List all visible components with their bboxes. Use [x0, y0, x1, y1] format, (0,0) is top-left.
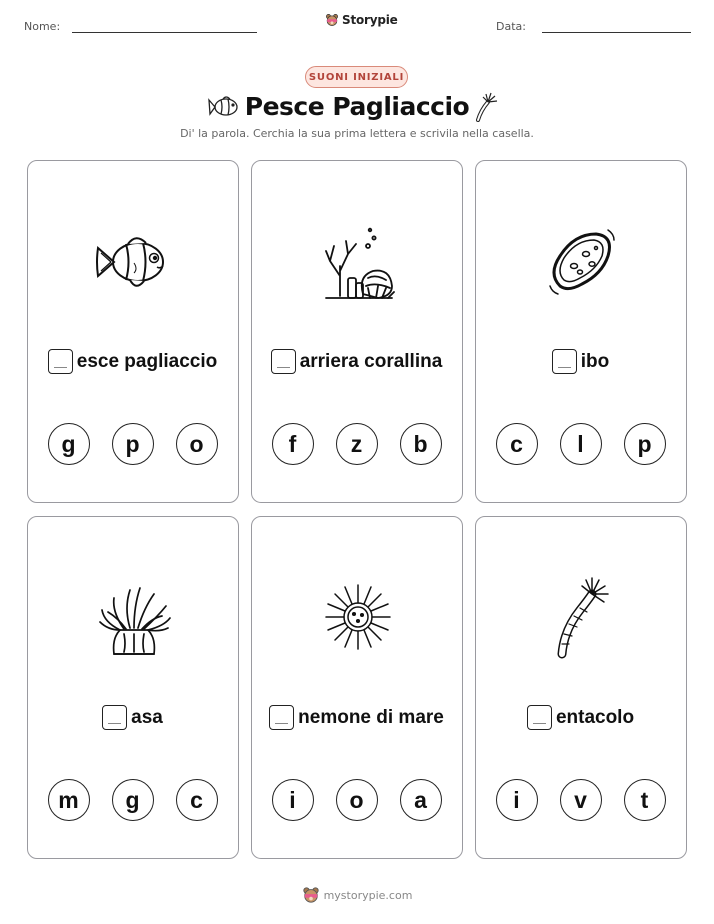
word-card: [475, 160, 687, 503]
word-row: [476, 705, 685, 730]
letter-choice[interactable]: i: [272, 779, 314, 821]
topic-badge: SUONI INIZIALI: [305, 66, 408, 88]
word-card: [27, 516, 239, 859]
coral-reef-icon: [318, 216, 398, 306]
name-label: Nome:: [24, 20, 61, 33]
word-row: [252, 349, 461, 374]
anemone-icon: [94, 572, 174, 662]
letter-choice[interactable]: o: [176, 423, 218, 465]
answer-box[interactable]: [269, 705, 294, 730]
date-line[interactable]: [542, 32, 691, 33]
letter-choice[interactable]: o: [336, 779, 378, 821]
word-ending: esce pagliaccio: [76, 350, 218, 372]
letter-choices: [476, 423, 685, 465]
date-label: Data:: [496, 20, 526, 33]
letter-choice[interactable]: c: [176, 779, 218, 821]
sea-anemone-icon: [318, 572, 398, 662]
instructions: Di' la parola. Cerchia la sua prima lettera e scrivila nella casella.: [180, 127, 534, 140]
answer-box[interactable]: [271, 349, 296, 374]
word-ending: entacolo: [555, 706, 635, 728]
word-row: [28, 705, 237, 730]
letter-choices: [28, 779, 237, 821]
word-row: [476, 349, 685, 374]
letter-choice[interactable]: i: [496, 779, 538, 821]
letter-choice[interactable]: v: [560, 779, 602, 821]
word-ending: asa: [131, 706, 163, 728]
name-line[interactable]: [72, 32, 257, 33]
letter-choices: [476, 779, 685, 821]
brand-logo: [325, 13, 398, 27]
letter-choice[interactable]: z: [336, 423, 378, 465]
storypie-bear-icon: [302, 886, 320, 904]
letter-choice[interactable]: b: [400, 423, 442, 465]
worksheet-header: [0, 0, 714, 50]
tentacle-icon: [542, 572, 622, 662]
word-ending: ibo: [580, 350, 610, 372]
answer-box[interactable]: [527, 705, 552, 730]
letter-choice[interactable]: a: [400, 779, 442, 821]
tentacle-icon: [472, 90, 502, 122]
letter-choices: [28, 423, 237, 465]
word-card: [475, 516, 687, 859]
footer: [0, 886, 714, 904]
letter-choice[interactable]: c: [496, 423, 538, 465]
plankton-food-icon: [542, 216, 622, 306]
letter-choice[interactable]: p: [112, 423, 154, 465]
letter-choice[interactable]: m: [48, 779, 90, 821]
word-row: [28, 349, 237, 374]
answer-box[interactable]: [102, 705, 127, 730]
letter-choice[interactable]: f: [272, 423, 314, 465]
answer-box[interactable]: [48, 349, 73, 374]
letter-choice[interactable]: g: [112, 779, 154, 821]
letter-choices: [252, 423, 461, 465]
word-card: [251, 516, 463, 859]
clownfish-icon: [94, 216, 174, 306]
word-card: [27, 160, 239, 503]
letter-choice[interactable]: g: [48, 423, 90, 465]
word-ending: arriera corallina: [299, 350, 443, 372]
page-title: Pesce Pagliaccio: [244, 92, 470, 121]
word-ending: nemone di mare: [298, 706, 444, 728]
brand-name: Storypie: [342, 13, 398, 27]
storypie-bear-icon: [325, 13, 339, 27]
word-row: [252, 705, 461, 730]
footer-link[interactable]: mystorypie.com: [323, 888, 413, 902]
answer-box[interactable]: [552, 349, 577, 374]
letter-choice[interactable]: t: [624, 779, 666, 821]
letter-choice[interactable]: l: [560, 423, 602, 465]
letter-choices: [252, 779, 461, 821]
letter-choice[interactable]: p: [624, 423, 666, 465]
word-card: [251, 160, 463, 503]
